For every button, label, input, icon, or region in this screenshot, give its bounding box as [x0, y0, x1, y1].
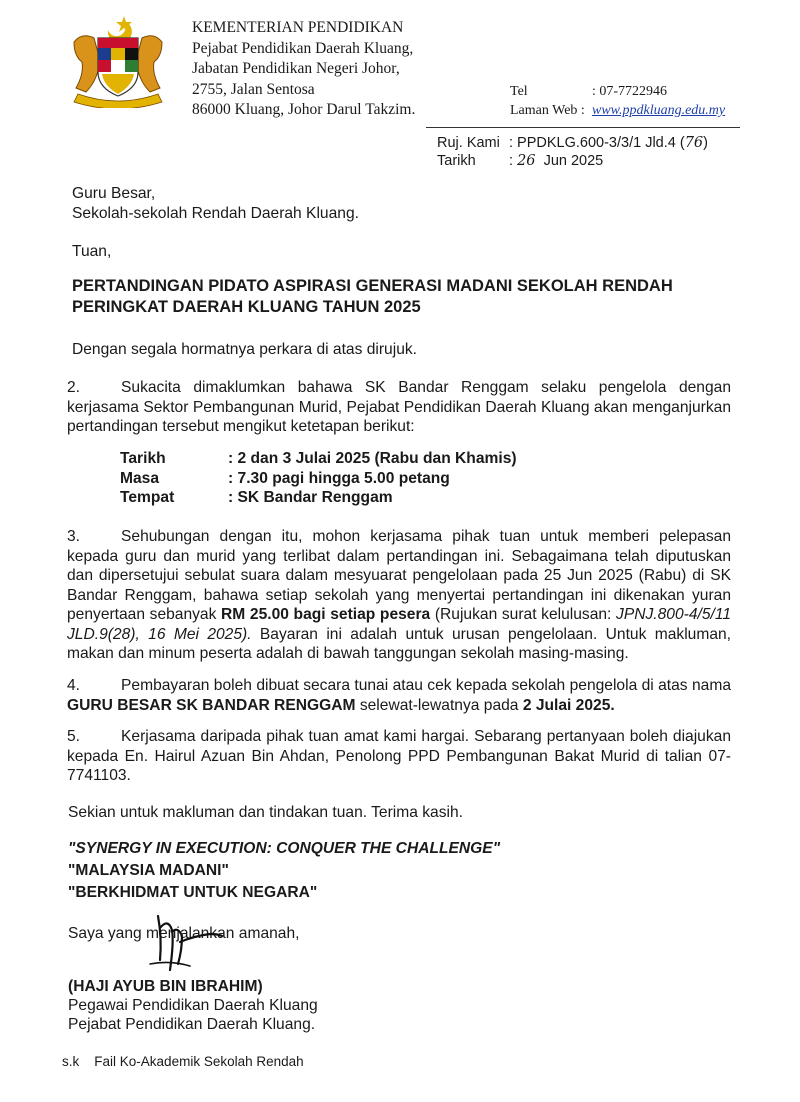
salutation: Tuan, [72, 243, 112, 260]
detail-label: Masa [120, 469, 160, 487]
tarikh-label: Tarikh [437, 153, 476, 169]
letter-subject: PERTANDINGAN PIDATO ASPIRASI GENERASI MADANI SEKOLAH RENDAH PERINGKAT DAERAH KLUANG TAHUN 2025 [72, 277, 673, 316]
paragraph-4 [67, 676, 731, 715]
motto-line: "BERKHIDMAT UNTUK NEGARA" [68, 884, 318, 901]
closing-line: Sekian untuk makluman dan tindakan tuan. Terima kasih. [68, 804, 463, 821]
website-link[interactable]: www.ppdkluang.edu.my [592, 103, 726, 118]
motto-line: "MALAYSIA MADANI" [68, 862, 229, 879]
detail-value: : 2 dan 3 Julai 2025 (Rabu dan Khamis) [228, 450, 517, 467]
payee-name: GURU BESAR SK BANDAR RENGGAM [67, 696, 356, 714]
tel-label: Tel [510, 84, 528, 99]
web-label: Laman Web : [510, 103, 585, 118]
para-2-text: Sukacita dimaklumkan bahawa SK Bandar Renggam selaku pengelola dengan kerjasama Sektor Pembangunan Murid, Pejabat Pendidikan Daerah Kluang akan menganjurkan pertandingan tersebut mengikut ketetapan berikut: [67, 379, 731, 435]
para-number: 3. [67, 528, 81, 545]
tarikh-value: Jun 2025 [543, 153, 604, 169]
signer-office: Pejabat Pendidikan Daerah Kluang. [68, 1016, 316, 1033]
ruj-handwritten-number: 76 [684, 135, 704, 151]
amanah-line: Saya yang menjalankan amanah, [68, 925, 300, 942]
malaysia-coat-of-arms-icon [64, 12, 172, 108]
cc-label: s.k [62, 1054, 80, 1069]
paragraph-2 [67, 378, 731, 437]
tel-value: : 07-7722946 [592, 84, 668, 99]
org-address: 86000 Kluang, Johor Darul Takzim. [192, 101, 416, 118]
tarikh-colon: : [509, 153, 514, 169]
para-4-text: Pembayaran boleh dibuat secara tunai atau cek kepada sekolah pengelola di atas nama [121, 677, 731, 694]
para-4-text: selewat-lewatnya pada [355, 696, 523, 714]
opening-line: Dengan segala hormatnya perkara di atas dirujuk. [72, 341, 417, 358]
event-details [120, 449, 517, 508]
recipient-schools: Sekolah-sekolah Rendah Daerah Kluang. [72, 205, 359, 222]
org-line: Pejabat Pendidikan Daerah Kluang, [192, 39, 414, 57]
para-number: 2. [67, 379, 81, 396]
signer-title: Pegawai Pendidikan Daerah Kluang [68, 997, 318, 1014]
detail-value: : SK Bandar Renggam [228, 489, 393, 506]
fee-amount: RM 25.00 bagi setiap pesera [221, 606, 431, 623]
letterhead-organization [192, 18, 415, 121]
motto-line: "SYNERGY IN EXECUTION: CONQUER THE CHALLENGE" [68, 840, 501, 857]
detail-value: : 7.30 pagi hingga 5.00 petang [228, 469, 450, 487]
detail-row [120, 449, 517, 469]
mottos [68, 838, 500, 904]
ruj-value: : PPDKLG.600-3/3/1 Jld.4 ( [509, 135, 685, 151]
ruj-close: ) [703, 135, 708, 151]
para-number: 4. [67, 677, 81, 694]
cc-text: Fail Ko-Akademik Sekolah Rendah [94, 1054, 304, 1069]
detail-row [120, 469, 517, 489]
payment-deadline: 2 Julai 2025. [522, 696, 615, 714]
header-divider [426, 127, 740, 128]
org-name: KEMENTERIAN PENDIDIKAN [192, 19, 404, 36]
detail-row [120, 488, 517, 508]
para-number: 5. [67, 728, 81, 745]
org-address: 2755, Jalan Sentosa [192, 80, 315, 98]
recipient-title: Guru Besar, [72, 185, 156, 202]
approval-reference: JPNJ.800-4/5/11 JLD.9(28), 16 Mei 2025). [67, 606, 732, 643]
org-line: Jabatan Pendidikan Negeri Johor, [192, 60, 400, 77]
para-3-text: Bayaran ini adalah untuk urusan pengelolaan. Untuk makluman, makan dan minum peserta adalah di bawah tanggungan sekolah masing-masing. [67, 625, 732, 662]
para-3-text: (Rujukan surat kelulusan: [430, 606, 617, 623]
handwritten-signature [130, 908, 240, 988]
ruj-label: Ruj. Kami [437, 135, 500, 151]
signer-name: (HAJI AYUB BIN IBRAHIM) [68, 978, 263, 995]
detail-label: Tarikh [120, 450, 166, 467]
para-5-text: Kerjasama daripada pihak tuan amat kami hargai. Sebarang pertanyaan boleh diajukan kepada En. Hairul Azuan Bin Ahdan, Penolong PPD Pembangunan Bakat Murid di talian 07-7741103. [67, 728, 731, 784]
signer-block [68, 977, 318, 1034]
detail-label: Tempat [120, 489, 175, 506]
para-3-text: Sehubungan dengan itu, mohon kerjasama pihak tuan untuk memberi pelepasan kepada guru dan murid yang terlibat dalam pertandingan ini. Sebagaimana telah diputuskan dan dipersetujui sebulat suara dalam mesyuarat pengelolaan pada 25 Jun 2025 (Rabu) di SK Bandar Renggam, bahawa setiap sekolah yang menyertai pertandingan ini dikenakan yuran penyertaan sebanyak [67, 528, 731, 623]
paragraph-3 [67, 527, 731, 664]
reference-block [437, 134, 708, 170]
letterhead-contact [510, 82, 725, 120]
paragraph-5 [67, 727, 731, 786]
carbon-copy [62, 1054, 304, 1069]
tarikh-handwritten-day: 26 [517, 153, 536, 169]
